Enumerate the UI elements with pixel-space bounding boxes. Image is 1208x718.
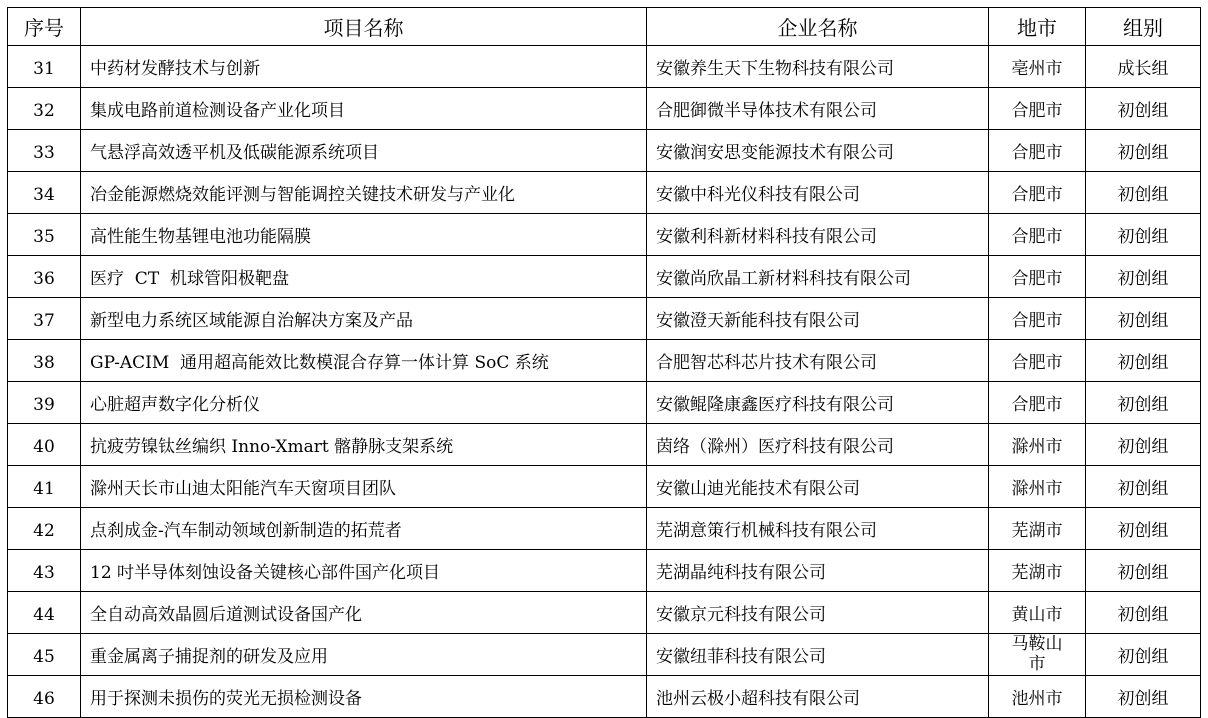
header-group: 组别 — [1086, 8, 1201, 46]
table-row — [8, 256, 1201, 298]
cell-enterprise: 芜湖晶纯科技有限公司 — [647, 550, 989, 592]
cell-group: 初创组 — [1086, 466, 1201, 508]
cell-group: 初创组 — [1086, 298, 1201, 340]
cell-city: 合肥市 — [989, 172, 1086, 214]
header-city: 地市 — [989, 8, 1086, 46]
table-row — [8, 592, 1201, 634]
cell-project: GP-ACIM 通用超高能效比数模混合存算一体计算 SoC 系统 — [81, 340, 647, 382]
cell-no: 41 — [8, 466, 81, 508]
cell-project: 新型电力系统区域能源自治解决方案及产品 — [81, 298, 647, 340]
cell-enterprise: 池州云极小超科技有限公司 — [647, 676, 989, 718]
table-row — [8, 508, 1201, 550]
cell-enterprise: 安徽润安思变能源技术有限公司 — [647, 130, 989, 172]
cell-project: 集成电路前道检测设备产业化项目 — [81, 88, 647, 130]
cell-enterprise: 安徽中科光仪科技有限公司 — [647, 172, 989, 214]
table-row — [8, 382, 1201, 424]
cell-enterprise: 安徽京元科技有限公司 — [647, 592, 989, 634]
cell-city: 马鞍山市 — [1011, 634, 1063, 671]
table-row — [8, 424, 1201, 466]
cell-no: 35 — [8, 214, 81, 256]
cell-project: 12 吋半导体刻蚀设备关键核心部件国产化项目 — [81, 550, 647, 592]
cell-project: 高性能生物基锂电池功能隔膜 — [81, 214, 647, 256]
cell-group: 初创组 — [1086, 508, 1201, 550]
cell-city: 合肥市 — [989, 214, 1086, 256]
cell-group: 初创组 — [1086, 214, 1201, 256]
cell-no: 39 — [8, 382, 81, 424]
cell-no: 32 — [8, 88, 81, 130]
cell-no: 46 — [8, 676, 81, 718]
cell-project: 全自动高效晶圆后道测试设备国产化 — [81, 592, 647, 634]
cell-project: 医疗 CT 机球管阳极靶盘 — [81, 256, 647, 298]
table-header-row — [8, 8, 1201, 46]
cell-city-wrapped — [989, 634, 1086, 676]
table-row — [8, 46, 1201, 88]
cell-enterprise: 安徽澄天新能科技有限公司 — [647, 298, 989, 340]
cell-enterprise: 合肥智芯科芯片技术有限公司 — [647, 340, 989, 382]
header-project: 项目名称 — [81, 8, 647, 46]
cell-no: 34 — [8, 172, 81, 214]
cell-group: 成长组 — [1086, 46, 1201, 88]
cell-enterprise: 安徽山迪光能技术有限公司 — [647, 466, 989, 508]
cell-enterprise: 合肥御微半导体技术有限公司 — [647, 88, 989, 130]
cell-enterprise: 茵络（滁州）医疗科技有限公司 — [647, 424, 989, 466]
project-list-table — [7, 7, 1201, 718]
cell-project: 心脏超声数字化分析仪 — [81, 382, 647, 424]
cell-city: 亳州市 — [989, 46, 1086, 88]
cell-enterprise: 安徽纽菲科技有限公司 — [647, 634, 989, 676]
cell-project: 抗疲劳镍钛丝编织 Inno-Xmart 髂静脉支架系统 — [81, 424, 647, 466]
cell-no: 42 — [8, 508, 81, 550]
table-row — [8, 676, 1201, 718]
cell-project: 点刹成金-汽车制动领域创新制造的拓荒者 — [81, 508, 647, 550]
cell-project: 气悬浮高效透平机及低碳能源系统项目 — [81, 130, 647, 172]
table-row — [8, 172, 1201, 214]
cell-group: 初创组 — [1086, 256, 1201, 298]
table-row — [8, 298, 1201, 340]
cell-city: 黄山市 — [989, 592, 1086, 634]
table-row — [8, 130, 1201, 172]
cell-enterprise: 芜湖意策行机械科技有限公司 — [647, 508, 989, 550]
cell-city: 滁州市 — [989, 466, 1086, 508]
cell-no: 40 — [8, 424, 81, 466]
cell-enterprise: 安徽鲲隆康鑫医疗科技有限公司 — [647, 382, 989, 424]
cell-city: 合肥市 — [989, 340, 1086, 382]
cell-no: 37 — [8, 298, 81, 340]
table-row — [8, 550, 1201, 592]
cell-no: 43 — [8, 550, 81, 592]
table-row — [8, 88, 1201, 130]
cell-city: 合肥市 — [989, 88, 1086, 130]
cell-project: 用于探测未损伤的荧光无损检测设备 — [81, 676, 647, 718]
cell-city: 芜湖市 — [989, 508, 1086, 550]
cell-city: 合肥市 — [989, 298, 1086, 340]
header-no: 序号 — [8, 8, 81, 46]
cell-no: 36 — [8, 256, 81, 298]
cell-city: 合肥市 — [989, 382, 1086, 424]
table-row — [8, 214, 1201, 256]
table-row — [8, 634, 1201, 676]
cell-group: 初创组 — [1086, 424, 1201, 466]
cell-project: 滁州天长市山迪太阳能汽车天窗项目团队 — [81, 466, 647, 508]
cell-city: 滁州市 — [989, 424, 1086, 466]
cell-city: 合肥市 — [989, 130, 1086, 172]
cell-no: 31 — [8, 46, 81, 88]
cell-no: 33 — [8, 130, 81, 172]
cell-project: 中药材发酵技术与创新 — [81, 46, 647, 88]
cell-group: 初创组 — [1086, 172, 1201, 214]
cell-enterprise: 安徽养生天下生物科技有限公司 — [647, 46, 989, 88]
cell-group: 初创组 — [1086, 130, 1201, 172]
cell-project: 冶金能源燃烧效能评测与智能调控关键技术研发与产业化 — [81, 172, 647, 214]
header-enterprise: 企业名称 — [647, 8, 989, 46]
cell-group: 初创组 — [1086, 676, 1201, 718]
cell-no: 38 — [8, 340, 81, 382]
cell-group: 初创组 — [1086, 340, 1201, 382]
cell-group: 初创组 — [1086, 88, 1201, 130]
cell-group: 初创组 — [1086, 634, 1201, 676]
cell-group: 初创组 — [1086, 592, 1201, 634]
cell-enterprise: 安徽利科新材料科技有限公司 — [647, 214, 989, 256]
cell-no: 44 — [8, 592, 81, 634]
cell-city: 芜湖市 — [989, 550, 1086, 592]
cell-city: 合肥市 — [989, 256, 1086, 298]
cell-enterprise: 安徽尚欣晶工新材料科技有限公司 — [647, 256, 989, 298]
cell-no: 45 — [8, 634, 81, 676]
table-row — [8, 340, 1201, 382]
cell-city: 池州市 — [989, 676, 1086, 718]
cell-project: 重金属离子捕捉剂的研发及应用 — [81, 634, 647, 676]
table-row — [8, 466, 1201, 508]
cell-group: 初创组 — [1086, 382, 1201, 424]
cell-group: 初创组 — [1086, 550, 1201, 592]
